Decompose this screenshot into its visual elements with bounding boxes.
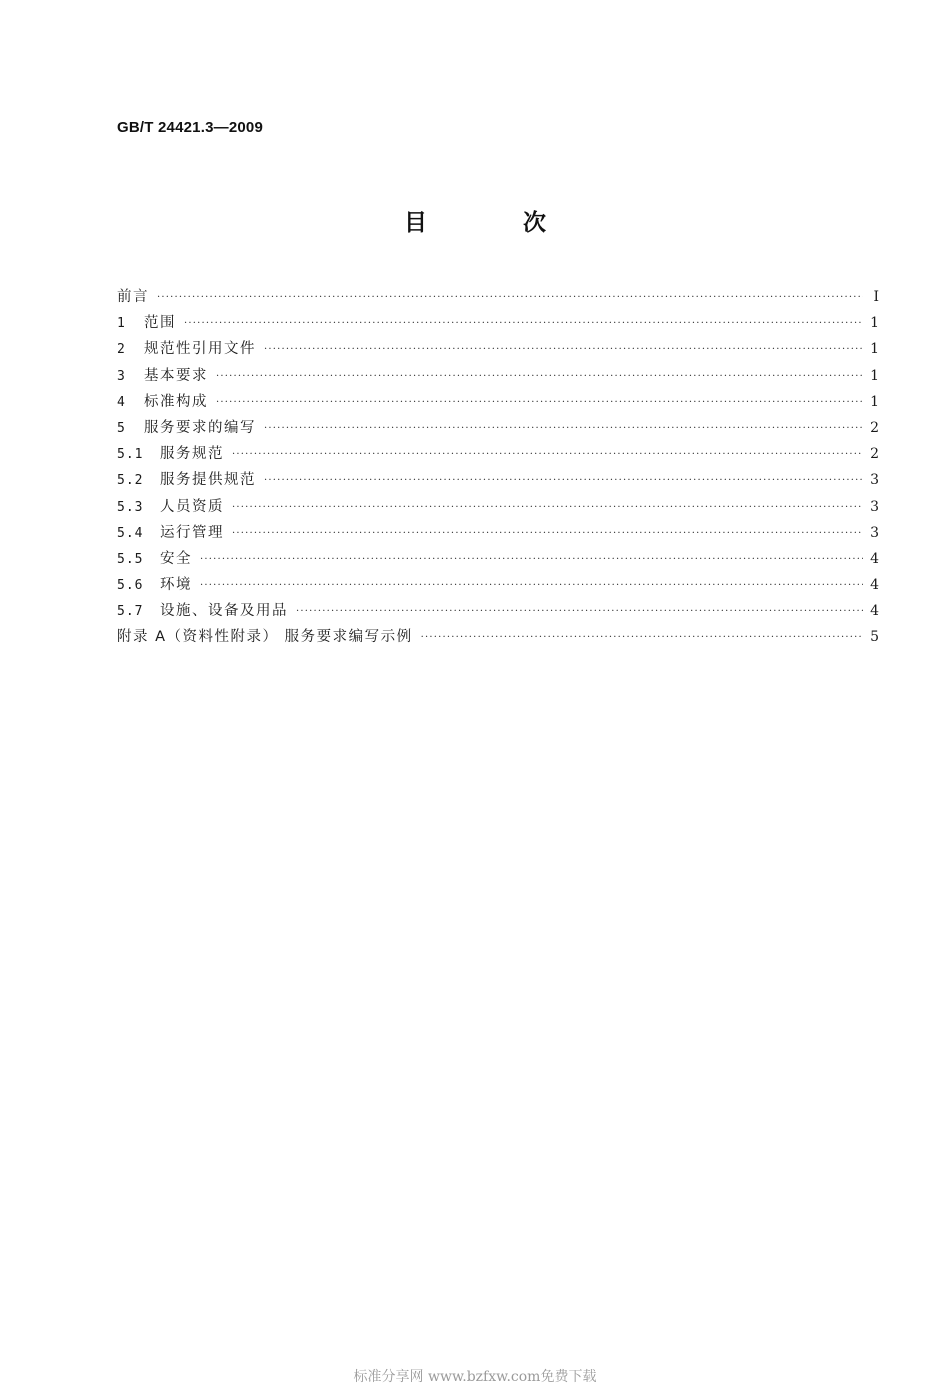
toc-entry-page: 1 bbox=[870, 315, 879, 332]
toc-entry-text: 运行管理 bbox=[160, 524, 224, 541]
toc-entry-number: 5.7 bbox=[117, 604, 144, 620]
toc-entry-text: 标准构成 bbox=[144, 393, 208, 410]
standard-code: GB/T 24421.3—2009 bbox=[117, 119, 263, 136]
toc-leader-dots bbox=[232, 442, 863, 468]
page-title: 目 次 bbox=[403, 210, 590, 236]
footer-watermark: 标准分享网 www.bzfxw.com免费下载 bbox=[353, 1369, 597, 1385]
toc-leader-dots bbox=[296, 599, 863, 625]
toc-entry-5-3[interactable] bbox=[117, 494, 879, 520]
toc-leader-dots bbox=[232, 521, 863, 547]
toc-entry-number: 5.1 bbox=[117, 447, 144, 463]
toc-entry-page: 2 bbox=[870, 446, 879, 463]
toc-entry-number: 5.4 bbox=[117, 525, 144, 541]
toc-entry-page: 1 bbox=[870, 393, 879, 410]
toc-leader-dots bbox=[421, 625, 863, 651]
toc-entry-number: 5.3 bbox=[117, 499, 144, 515]
toc-entry-text: 服务提供规范 bbox=[160, 472, 256, 489]
toc-leader-dots bbox=[264, 416, 863, 442]
toc-entry-page: 3 bbox=[870, 498, 879, 515]
toc-entry-2[interactable] bbox=[117, 336, 879, 362]
toc-entry-text: 服务规范 bbox=[160, 446, 224, 463]
toc-entry-page: 5 bbox=[870, 629, 879, 646]
toc-leader-dots bbox=[200, 547, 863, 573]
toc-entry-number: 5.5 bbox=[117, 551, 144, 567]
toc-leader-dots bbox=[157, 285, 863, 311]
toc-entry-number: 5.6 bbox=[117, 578, 144, 594]
toc-entry-text: 附录 A（资料性附录） 服务要求编写示例 bbox=[117, 629, 413, 646]
toc-entry-text: 前言 bbox=[117, 289, 149, 305]
toc-entry-5-4[interactable] bbox=[117, 520, 879, 546]
toc-entry-annex-a[interactable] bbox=[117, 624, 879, 650]
toc-leader-dots bbox=[184, 311, 863, 337]
toc-entry-page: Ⅰ bbox=[873, 289, 879, 305]
toc-entry-text: 设施、设备及用品 bbox=[160, 603, 288, 620]
toc-entry-5-6[interactable] bbox=[117, 572, 879, 598]
toc-entry-5-5[interactable] bbox=[117, 546, 879, 572]
toc-leader-dots bbox=[264, 337, 863, 363]
toc-entry-5-2[interactable] bbox=[117, 467, 879, 493]
toc-entry-1[interactable] bbox=[117, 310, 879, 336]
toc-entry-foreword[interactable] bbox=[117, 284, 879, 310]
toc-entry-5-1[interactable] bbox=[117, 441, 879, 467]
toc-entry-number: 2 bbox=[117, 342, 126, 358]
toc-entry-text: 安全 bbox=[160, 550, 192, 567]
toc-leader-dots bbox=[216, 390, 863, 416]
toc-entry-text: 基本要求 bbox=[144, 367, 208, 384]
toc-entry-text: 环境 bbox=[160, 577, 192, 594]
toc-entry-3[interactable] bbox=[117, 363, 879, 389]
toc-entry-page: 4 bbox=[870, 577, 879, 594]
toc-entry-number: 3 bbox=[117, 368, 126, 384]
toc-entry-number: 5.2 bbox=[117, 473, 144, 489]
toc-entry-text: 范围 bbox=[144, 315, 176, 332]
toc-entry-5-7[interactable] bbox=[117, 598, 879, 624]
toc-entry-text: 规范性引用文件 bbox=[144, 341, 256, 358]
toc-leader-dots bbox=[232, 495, 863, 521]
toc-entry-page: 4 bbox=[870, 550, 879, 567]
toc-entry-page: 1 bbox=[870, 367, 879, 384]
toc-entry-number: 1 bbox=[117, 316, 126, 332]
toc-entry-number: 4 bbox=[117, 394, 126, 410]
toc-entry-page: 3 bbox=[870, 524, 879, 541]
toc-entry-page: 4 bbox=[870, 603, 879, 620]
toc-entry-5[interactable] bbox=[117, 415, 879, 441]
toc-entry-page: 2 bbox=[870, 419, 879, 436]
toc-entry-text: 人员资质 bbox=[160, 498, 224, 515]
toc-entry-page: 3 bbox=[870, 472, 879, 489]
toc-leader-dots bbox=[216, 364, 863, 390]
toc-leader-dots bbox=[200, 573, 863, 599]
toc-entry-number: 5 bbox=[117, 420, 126, 436]
toc-entry-4[interactable] bbox=[117, 389, 879, 415]
toc-entry-page: 1 bbox=[870, 341, 879, 358]
table-of-contents bbox=[117, 284, 879, 651]
toc-leader-dots bbox=[264, 468, 863, 494]
toc-entry-text: 服务要求的编写 bbox=[144, 419, 256, 436]
